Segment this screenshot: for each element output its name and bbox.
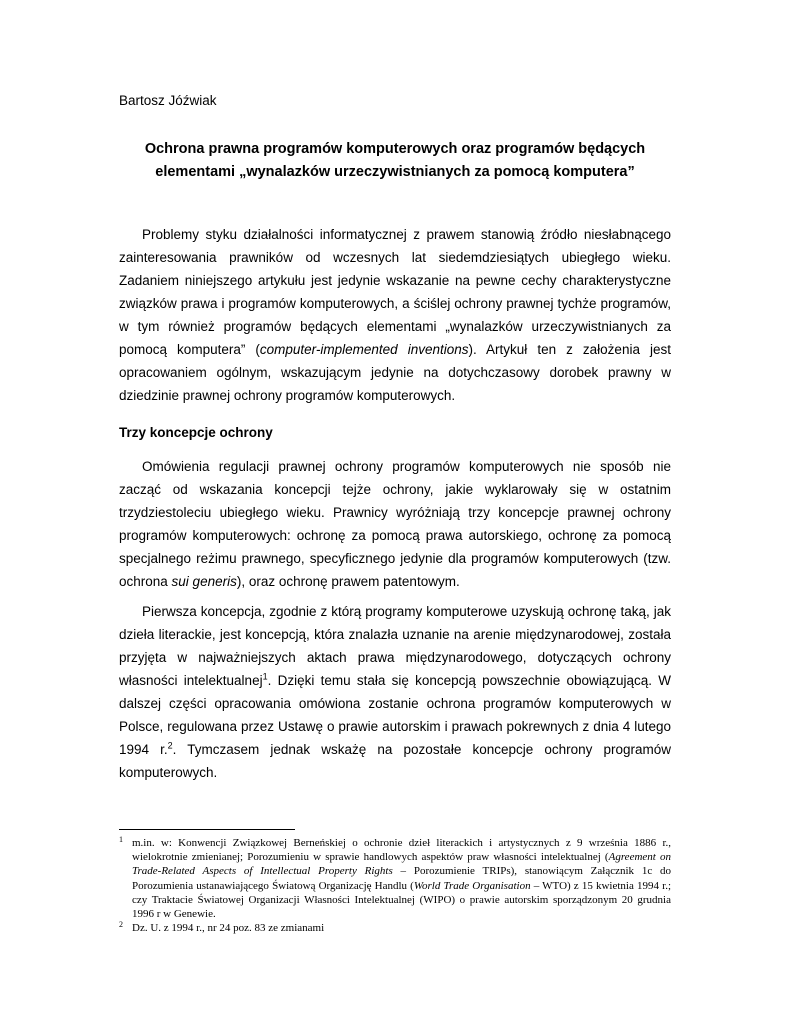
emphasis: computer-implemented inventions — [259, 342, 469, 357]
paragraph-first-concept: Pierwsza koncepcja, zgodnie z którą programy komputerowe uzyskują ochronę taką, jak dzieła literackie, jest koncepcją, która znalazła uznanie na arenie międzynarodowej, została przyjęta w najważniejszych aktach prawa międzynarodowego, dotyczących ochrony własności intelektualnej$^1$. Dzięki temu stała się koncepcją powszechnie obowiązującą. W dalszej części opracowania omówiona zostanie ochrona programów komputerowych w Polsce, regulowana przez Ustawę o prawie autorskim i prawach pokrewnych z dnia 4 lutego 1994 r.$^2$. Tymczasem jednak wskażę na pozostałe koncepcje ochrony programów komputerowych. — [119, 604, 672, 780]
paragraph-intro: Problemy styku działalności informatycznej z prawem stanowią źródło niesłabnącego zainteresowania prawników od wczesnych lat siedemdziesiątych ubiegłego wieku. Zadaniem niniejszego artykułu jest jedynie wskazanie na pewne cechy charakterystyczne związków prawa i programów komputerowych, a ściślej ochrony prawnej tychże programów, w tym również programów będących elementami „wynalazków urzeczywistnianych za pomocą komputera” (computer-implemented inventions). Artykuł ten z założenia jest opracowaniem ogólnym, wskazującym jedynie na dotychczasowy dorobek prawny w dziedzinie prawnej ochrony programów komputerowych. — [119, 227, 671, 403]
paragraph-concepts: Omówienia regulacji prawnej ochrony programów komputerowych nie sposób nie zacząć od wskazania koncepcji tejże ochrony, jakie wyklarowały się w ostatnim trzydziestoleciu ubiegłego wieku. Prawnicy wyróżniają trzy koncepcje prawnej ochrony programów komputerowych: ochronę za pomocą prawa autorskiego, ochronę za pomocą specjalnego reżimu prawnego, specyficznego jedynie dla programów komputerowych (tzw. ochrona sui generis), oraz ochronę prawem patentowym. — [119, 459, 671, 589]
footnote-ref-2[interactable]: 2 — [167, 740, 173, 751]
document-title — [119, 138, 671, 184]
footnote-1: 1 m.in. w: Konwencji Związkowej Berneńskiej o ochronie dzieł literackich i artystycznych z 9 września 1886 r., wielokrotnie zmienianej; Porozumieniu w sprawie handlowych aspektów praw własności intelektualnej (Agreement on Trade-Related Aspects of Intellectual Property Rights – Porozumienie TRIPs), stanowiącym Załącznik 1c do Porozumienia ustanawiającego Światową Organizację Handlu (World Trade Organisation – WTO) z 15 kwietnia 1994 r.; czy Traktacie Światowej Organizacji Własności Intelektualnej (WIPO) o prawie autorskim sporządzonym 20 grudnia 1996 r w Genewie. — [119, 835, 671, 921]
footnotes — [119, 836, 671, 935]
footnote-2: 2 Dz. U. z 1994 r., nr 24 poz. 83 ze zmianami — [119, 920, 325, 935]
title-line-1: Ochrona prawna programów komputerowych oraz programów będących — [144, 141, 646, 157]
title-line-2: elementami „wynalazków urzeczywistnianych za pomocą komputera” — [155, 164, 635, 180]
emphasis: sui generis — [171, 574, 237, 589]
footnote-mark: 1 — [119, 835, 123, 844]
section-heading: Trzy koncepcje ochrony — [119, 425, 273, 440]
footnote-mark: 2 — [119, 920, 123, 930]
footnote-ref-1[interactable]: 1 — [262, 671, 268, 682]
footnote-divider — [119, 829, 295, 830]
author-name: Bartosz Jóźwiak — [119, 93, 217, 108]
